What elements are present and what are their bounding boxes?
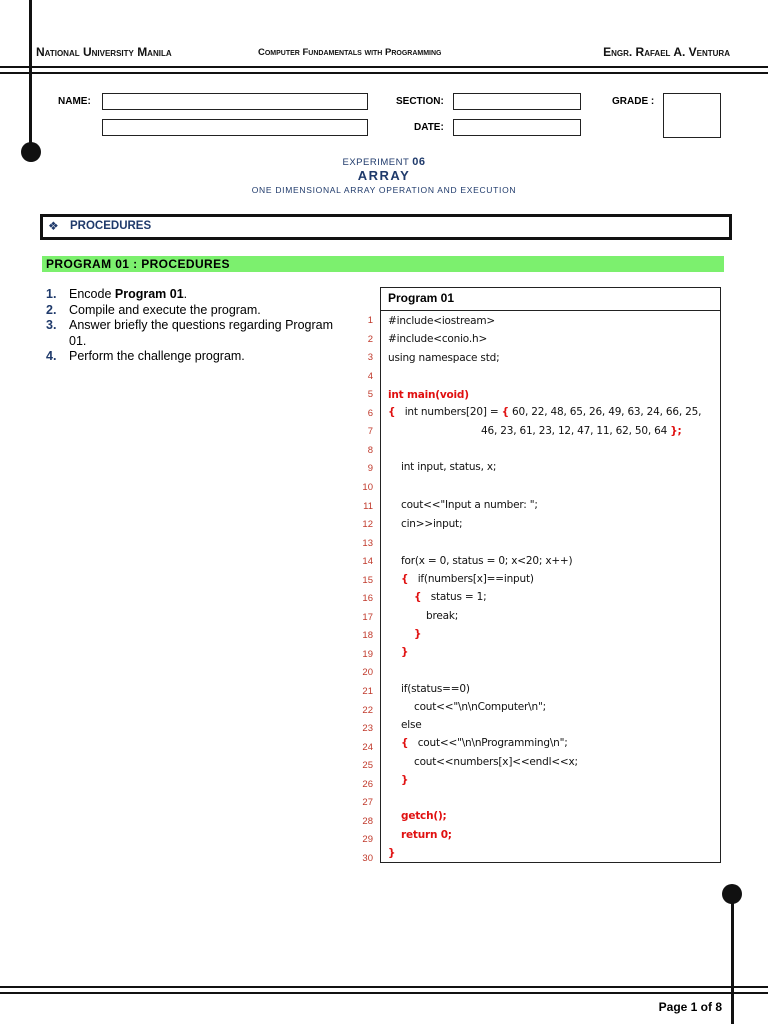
code-line-23: else — [401, 719, 422, 731]
line-number: 5 — [367, 389, 373, 401]
code-line-24: { cout<<"\n\nProgramming\n"; — [401, 737, 568, 749]
university-name: National University Manila — [36, 45, 172, 59]
section-label: SECTION: — [396, 96, 444, 107]
code-line-18: } — [414, 628, 422, 640]
line-number: 21 — [362, 686, 373, 697]
code-line-9: int input, status, x; — [401, 461, 497, 473]
step-number: 2. — [46, 302, 57, 317]
step-number: 3. — [46, 318, 57, 332]
line-number: 13 — [362, 537, 373, 549]
step-text: Compile and execute the program. — [69, 302, 261, 317]
line-number: 18 — [362, 630, 373, 642]
instructor-name: Engr. Rafael A. Ventura — [603, 45, 730, 59]
code-line-11: cout<<"Input a number: "; — [401, 499, 538, 511]
procedures-label: PROCEDURES — [70, 220, 152, 232]
line-number: 14 — [362, 556, 373, 568]
step-item — [46, 318, 336, 349]
header-rule-top — [0, 66, 768, 68]
step-item — [46, 287, 336, 303]
line-number: 16 — [362, 593, 373, 605]
experiment-subtitle: ONE DIMENSIONAL ARRAY OPERATION AND EXECUTION — [251, 185, 517, 195]
name-field[interactable] — [102, 93, 368, 110]
date-label: DATE: — [414, 122, 444, 133]
line-number: 11 — [363, 500, 373, 512]
line-number: 10 — [362, 481, 373, 493]
code-line-1: #include<iostream> — [388, 315, 495, 327]
code-line-22: cout<<"\n\nComputer\n"; — [414, 701, 546, 713]
code-line-19: } — [401, 646, 409, 658]
line-number: 19 — [362, 648, 373, 660]
code-line-3: using namespace std; — [388, 352, 500, 364]
line-number: 3 — [367, 352, 373, 364]
line-number: 2 — [367, 333, 373, 345]
code-line-12: cin>>input; — [401, 518, 463, 530]
line-number: 17 — [362, 611, 373, 623]
course-title: Computer Fundamentals with Programming — [258, 47, 442, 58]
grade-field[interactable] — [663, 93, 721, 138]
name-field-2[interactable] — [102, 119, 368, 136]
line-number: 9 — [367, 463, 373, 475]
experiment-title: ARRAY — [357, 168, 411, 183]
experiment-heading — [0, 156, 768, 168]
step-number: 1. — [46, 287, 57, 301]
code-line-14: for(x = 0, status = 0; x<20; x++) — [401, 555, 573, 567]
experiment-number: 06 — [412, 156, 426, 168]
header-left-bar — [29, 0, 32, 150]
footer-rule-bottom — [0, 992, 768, 994]
code-title-divider — [381, 310, 720, 311]
page-number: Page 1 of 8 — [658, 1000, 722, 1014]
code-line-25: cout<<numbers[x]<<endl<<x; — [414, 756, 578, 768]
diamond-cluster-icon: ❖ — [48, 219, 59, 233]
step-text: Encode Program 01. — [69, 287, 188, 301]
line-number: 1 — [367, 315, 373, 326]
code-line-6: { int numbers[20] = { 60, 22, 48, 65, 26, 49, 63, 24, 66, 25, — [388, 406, 702, 418]
code-line-15: { if(numbers[x]==input) — [401, 573, 534, 585]
line-number: 4 — [367, 370, 373, 382]
code-line-21: if(status==0) — [401, 683, 470, 695]
step-item — [46, 303, 336, 319]
footer-rule-top — [0, 986, 768, 988]
line-number: 26 — [362, 778, 373, 790]
program-section-label: PROGRAM 01 : PROCEDURES — [46, 257, 230, 271]
line-number: 23 — [362, 723, 373, 735]
step-text: Perform the challenge program. — [69, 349, 245, 363]
line-number: 15 — [362, 574, 373, 586]
line-number: 25 — [362, 760, 373, 772]
line-number: 7 — [367, 426, 373, 438]
line-number: 12 — [362, 519, 373, 531]
grade-label: GRADE : — [612, 96, 655, 107]
line-number: 6 — [367, 407, 373, 419]
step-text: Answer briefly the questions regarding Program 01. — [69, 318, 334, 348]
code-line-29: return 0; — [401, 829, 452, 841]
section-field[interactable] — [453, 93, 581, 110]
step-number: 4. — [46, 349, 57, 363]
code-line-17: break; — [426, 610, 459, 622]
date-field[interactable] — [453, 119, 581, 136]
line-number: 27 — [362, 797, 373, 809]
code-line-26: } — [401, 774, 409, 786]
line-number: 24 — [362, 741, 373, 753]
code-listing-title: Program 01 — [388, 291, 455, 305]
code-line-2: #include<conio.h> — [388, 333, 488, 345]
header-rule-bottom — [0, 72, 768, 74]
code-line-16: { status = 1; — [414, 591, 487, 603]
footer-right-bar — [731, 900, 734, 1024]
steps-list — [46, 287, 336, 365]
code-line-30: } — [388, 847, 396, 859]
step-item — [46, 349, 336, 365]
code-line-7: 46, 23, 61, 23, 12, 47, 11, 62, 50, 64 }; — [481, 425, 682, 437]
line-number: 22 — [362, 704, 373, 716]
line-number: 28 — [362, 815, 373, 827]
line-number: 20 — [362, 667, 373, 679]
line-number: 29 — [362, 834, 373, 846]
code-line-5: int main(void) — [388, 389, 469, 401]
line-number: 30 — [362, 852, 373, 864]
line-number: 8 — [367, 444, 373, 456]
experiment-label: EXPERIMENT — [342, 157, 410, 168]
name-label: NAME: — [58, 96, 91, 107]
code-line-28: getch(); — [401, 810, 447, 822]
